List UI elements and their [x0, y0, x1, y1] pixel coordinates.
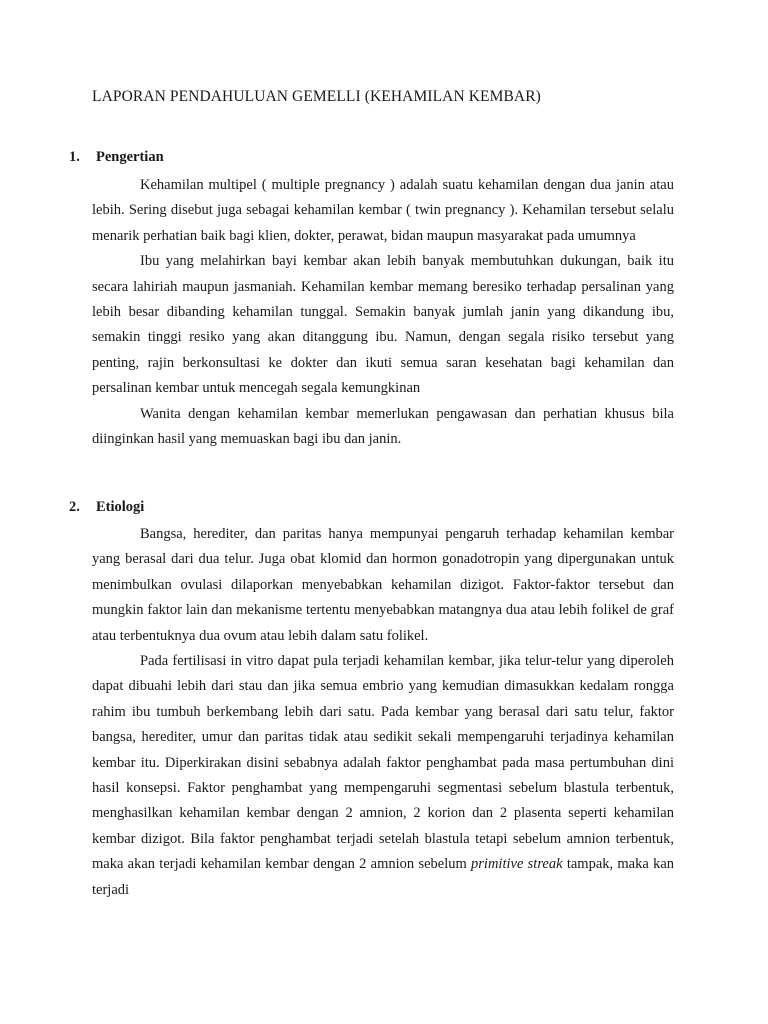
paragraph	[92, 649, 674, 903]
paragraph-text: Pada fertilisasi in vitro dapat pula terjadi kehamilan kembar, jika telur-telur yang diperoleh dapat dibuahi lebih dari stau dan jika semua embrio yang kemudian dimasukkan kedalam rongga rahim ibu tumbuh berkembang lebih dari satu. Pada kembar yang berasal dari satu telur, faktor bangsa, herediter, umur dan paritas tidak atau sedikit sekali mempengaruhi terjadinya kehamilan kembar itu. Diperkirakan disini sebabnya adalah faktor penghambat pada masa pertumbuhan dini hasil konsepsi. Faktor penghambat yang mempengaruhi segmentasi sebelum blastula terbentuk, menghasilkan kehamilan kembar dengan 2 amnion, 2 korion dan 2 plasenta seperti kehamilan kembar dizigot. Bila faktor penghambat terjadi setelah blastula tetapi sebelum amnion terbentuk, maka akan terjadi kehamilan kembar dengan 2 amnion sebelum	[92, 653, 674, 873]
section-title: Etiologi	[96, 499, 145, 515]
paragraph-text: tampak, maka kan terjadi	[92, 856, 675, 898]
section-number: 1.	[69, 149, 80, 165]
section-heading-pengertian	[69, 149, 164, 166]
italic-term: primitive streak	[471, 856, 563, 873]
section-title: Pengertian	[96, 149, 164, 165]
paragraph: Wanita dengan kehamilan kembar memerlukan pengawasan dan perhatian khusus bila diinginkan hasil yang memuaskan bagi ibu dan janin.	[92, 405, 674, 448]
paragraph: Ibu yang melahirkan bayi kembar akan lebih banyak membutuhkan dukungan, baik itu secara lahiriah maupun jasmaniah. Kehamilan kembar memang beresiko terhadap persalinan yang lebih besar dibanding kehamilan tunggal. Semakin banyak jumlah janin yang dikandung ibu, semakin tinggi resiko yang akan ditanggung ibu. Namun, dengan segala risiko tersebut yang penting, rajin berkonsultasi ke dokter dan ikuti semua saran kesehatan bagi kehamilan dan persalinan kembar untuk mencegah segala kemungkinan	[92, 253, 674, 397]
section-heading-etiologi	[69, 499, 144, 516]
paragraph: Bangsa, herediter, dan paritas hanya mempunyai pengaruh terhadap kehamilan kembar yang berasal dari dua telur. Juga obat klomid dan hormon gonadotropin yang dipergunakan untuk menimbulkan ovulasi dilaporkan menyebabkan kehamilan dizigot. Faktor-faktor tersebut dan mungkin faktor lain dan mekanisme tertentu menyebabkan matangnya dua atau lebih folikel de graf atau terbentuknya dua ovum atau lebih dalam satu folikel.	[92, 526, 674, 644]
section-number: 2.	[69, 499, 80, 515]
section-body-pengertian	[92, 173, 674, 452]
document-title: LAPORAN PENDAHULUAN GEMELLI (KEHAMILAN KEMBAR)	[92, 88, 541, 105]
paragraph: Kehamilan multipel ( multiple pregnancy ) adalah suatu kehamilan dengan dua janin atau lebih. Sering disebut juga sebagai kehamilan kembar ( twin pregnancy ). Kehamilan tersebut selalu menarik perhatian baik bagi klien, dokter, perawat, bidan maupun masyarakat pada umumnya	[92, 177, 674, 244]
section-body-etiologi	[92, 522, 674, 903]
